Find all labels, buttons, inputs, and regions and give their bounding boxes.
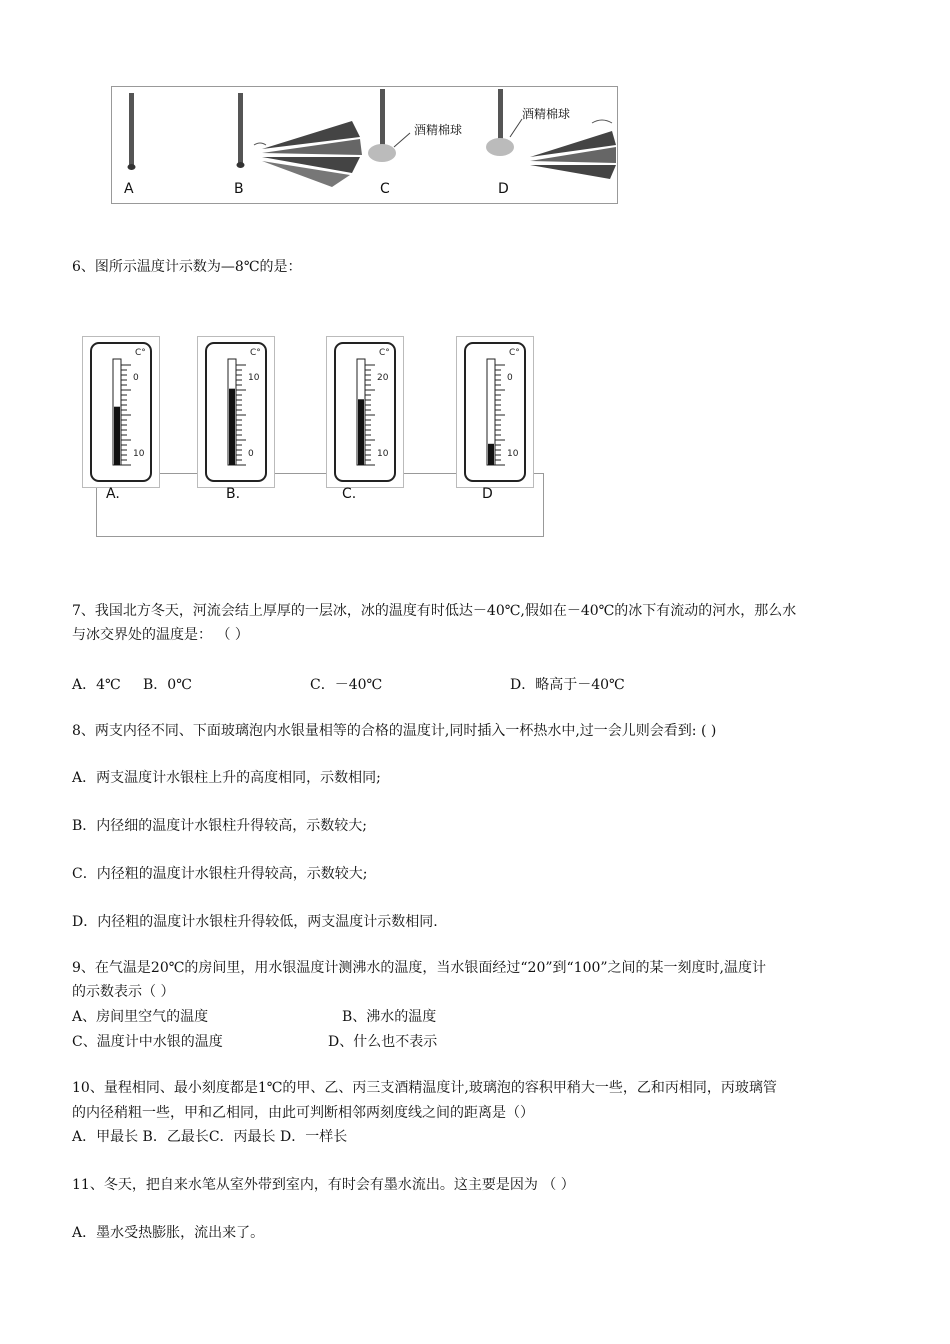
q6-option-d-label: D: [482, 486, 493, 502]
q8-option-d: D．内径粗的温度计水银柱升得较低，两支温度计示数相同.: [72, 914, 438, 930]
q9-option-b: B、沸水的温度: [342, 1009, 437, 1025]
thermometer-b-bulb: [237, 162, 245, 168]
thermometer-unit-label: C°: [379, 348, 390, 358]
fan-icon: [530, 120, 616, 179]
question10-options: A．甲最长 B．乙最长C．丙最长 D．一样长: [72, 1129, 348, 1145]
question9-line2: 的示数表示（ ）: [72, 984, 175, 1000]
thermometer-option-a: [82, 336, 160, 488]
cotton-label-c: 酒精棉球: [414, 123, 463, 137]
thermometer-bottom-mark: 0: [248, 449, 254, 459]
thermometer-unit-label: C°: [135, 348, 146, 358]
cotton-label-d: 酒精棉球: [522, 107, 571, 121]
thermometer-unit-label: C°: [250, 348, 261, 358]
thermometer-mercury: [114, 407, 120, 465]
cotton-ball-c-icon: [368, 144, 396, 162]
thermometer-option-d: [456, 336, 534, 488]
thermometer-mercury: [229, 389, 235, 465]
q7-option-c: C．－40℃: [310, 677, 383, 693]
thermometer-unit-label: C°: [509, 348, 520, 358]
q6-option-c-label: C.: [342, 486, 357, 502]
pointer-line-d: [510, 119, 522, 137]
q7-option-a: A．4℃: [72, 677, 121, 693]
question6-text: 6、图所示温度计示数为—8℃的是：: [72, 259, 302, 275]
q8-option-b: B．内径细的温度计水银柱升得较高，示数较大;: [72, 818, 368, 834]
thermometer-bottom-mark: 10: [133, 449, 145, 459]
thermometer-b: [238, 93, 243, 163]
fig5-label-c: C: [380, 181, 390, 197]
question11-text: 11、冬天，把自来水笔从室外带到室内，有时会有墨水流出。这主要是因为 （ ）: [72, 1177, 575, 1193]
question10-line1: 10、量程相同、最小刻度都是1℃的甲、乙、丙三支酒精温度计,玻璃泡的容积甲稍大一些，乙和丙相同，丙玻璃管: [72, 1080, 777, 1096]
question5-figure: [111, 86, 618, 204]
thermometer-top-mark: 10: [248, 373, 260, 383]
q8-option-c: C．内径粗的温度计水银柱升得较高，示数较大;: [72, 866, 368, 882]
q9-option-a: A、房间里空气的温度: [72, 1009, 209, 1025]
q7-option-d: D．略高于－40℃: [510, 677, 625, 693]
q9-option-d: D、什么也不表示: [328, 1034, 438, 1050]
question10-line2: 的内径稍粗一些，甲和乙相同，由此可判断相邻两刻度线之间的距离是（）: [72, 1105, 534, 1121]
thermometer-a: [129, 93, 134, 165]
q7-option-b: B．0℃: [143, 677, 192, 693]
q8-option-a: A．两支温度计水银柱上升的高度相同，示数相同;: [72, 770, 381, 786]
q11-option-a: A．墨水受热膨胀，流出来了。: [72, 1225, 265, 1241]
fan-icon: [254, 121, 362, 187]
question7-line1: 7、我国北方冬天，河流会结上厚厚的一层冰，冰的温度有时低达－40℃,假如在－40℃的冰下有流动的河水，那么水: [72, 603, 797, 619]
q9-option-c: C、温度计中水银的温度: [72, 1034, 223, 1050]
thermometer-top-mark: 0: [507, 373, 513, 383]
thermometer-bottom-mark: 10: [377, 449, 389, 459]
thermometer-option-c: [326, 336, 404, 488]
pointer-line-c: [394, 133, 410, 147]
fig5-label-b: B: [234, 181, 244, 197]
question7-line2: 与冰交界处的温度是： （ ）: [72, 627, 249, 643]
question9-line1: 9、在气温是20℃的房间里，用水银温度计测沸水的温度，当水银面经过“20”到“100”之间的某一刻度时,温度计: [72, 960, 766, 976]
thermometer-top-mark: 20: [377, 373, 389, 383]
thermometer-bottom-mark: 10: [507, 449, 519, 459]
thermometer-d: [498, 89, 503, 139]
thermometer-mercury: [358, 399, 364, 465]
thermometer-top-mark: 0: [133, 373, 139, 383]
cotton-ball-d-icon: [486, 138, 514, 156]
question8-text: 8、两支内径不同、下面玻璃泡内水银量相等的合格的温度计,同时插入一杯热水中,过一会儿则会看到: ( ): [72, 723, 717, 739]
thermometer-c: [380, 89, 385, 147]
thermometer-option-b: [197, 336, 275, 488]
q6-option-b-label: B.: [226, 486, 241, 502]
fig5-label-a: A: [124, 181, 134, 197]
thermometer-a-bulb: [128, 164, 136, 170]
q6-option-a-label: A.: [106, 486, 120, 502]
fig5-label-d: D: [498, 181, 509, 197]
thermometer-mercury: [488, 444, 494, 465]
